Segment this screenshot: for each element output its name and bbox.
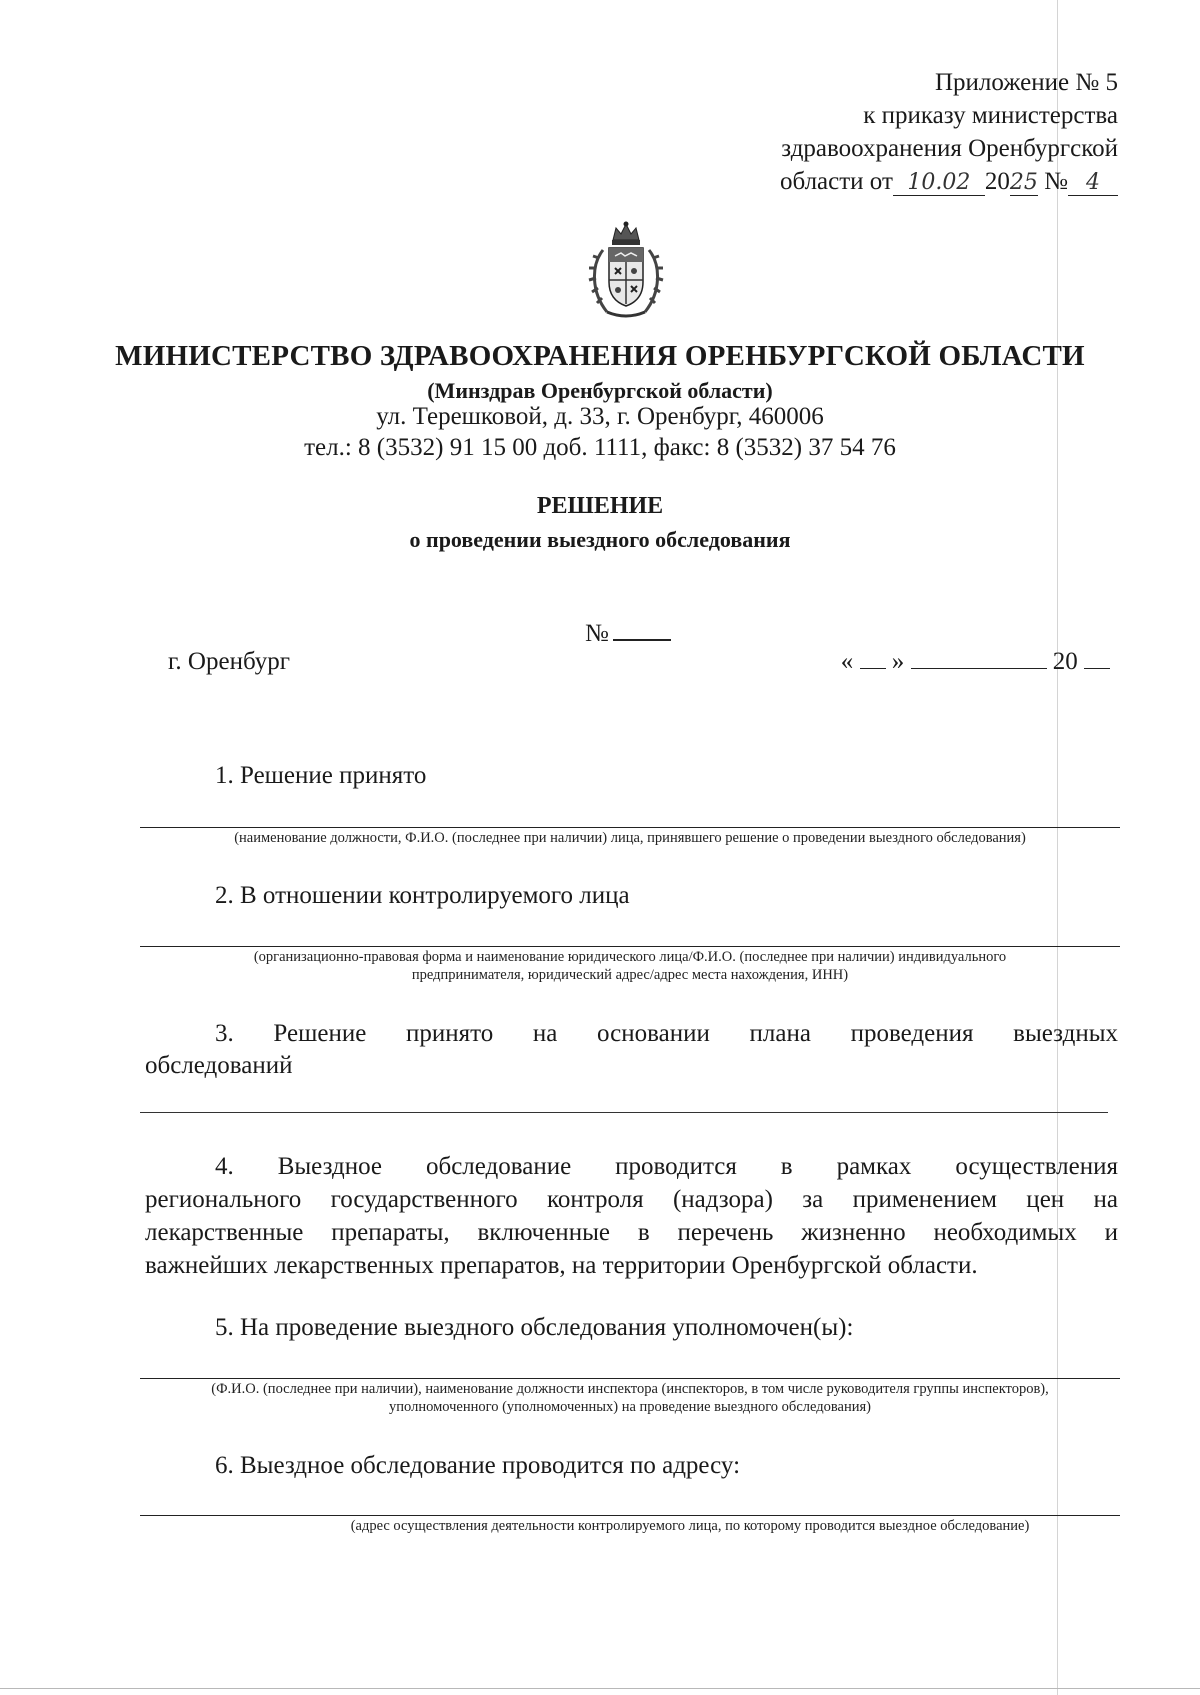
item-4-line: регионального государственного контроля (надзора) за применением цен на — [145, 1186, 1118, 1213]
appendix-line: к приказу министерства — [863, 102, 1118, 129]
item-5: 5. На проведение выездного обследования уполномочен(ы): — [215, 1314, 854, 1341]
appendix-line: Приложение № 5 — [934, 69, 1118, 96]
item-1-caption: (наименование должности, Ф.И.О. (последнее при наличии) лица, принявшего решение о проведении выездного обследования) — [234, 830, 1026, 846]
document-title: РЕШЕНИЕ — [536, 493, 664, 519]
handwritten-number: 4 — [1068, 171, 1118, 196]
item-2-caption-line: предпринимателя, юридический адрес/адрес места нахождения, ИНН) — [411, 967, 849, 983]
number-label: № — [585, 620, 609, 647]
handwritten-date: 10.02 — [893, 171, 985, 196]
item-4-line: 4. Выездное обследование проводится в рамках осуществления — [215, 1153, 1118, 1180]
appendix-number-label: № — [1044, 168, 1068, 195]
date-year-prefix: 20 — [1052, 648, 1078, 675]
item-2: 2. В отношении контролируемого лица — [215, 882, 630, 909]
item-6-fill-line — [140, 1515, 1120, 1516]
date-close-quote: » — [891, 648, 905, 675]
item-4-line: лекарственные препараты, включенные в перечень жизненно необходимых и — [145, 1219, 1118, 1246]
document-number — [585, 617, 671, 648]
document-subtitle: о проведении выездного обследования — [409, 527, 791, 552]
item-1: 1. Решение принято — [215, 762, 427, 789]
item-5-caption — [140, 1380, 1120, 1416]
item-2-caption-line: (организационно-правовая форма и наименование юридического лица/Ф.И.О. (последнее при наличии) индивидуального — [253, 949, 1007, 965]
ministry-address: ул. Терешковой, д. 33, г. Оренбург, 460006 — [376, 403, 824, 430]
scan-artifact-line — [0, 1688, 1200, 1689]
document-date — [841, 648, 1110, 676]
number-blank-field — [613, 617, 671, 641]
date-year-blank — [1084, 648, 1110, 669]
date-open-quote: « — [840, 648, 854, 675]
item-5-caption-line: (Ф.И.О. (последнее при наличии), наименование должности инспектора (инспекторов, в том числе руководителя группы инспекторов), — [211, 1381, 1049, 1397]
item-6: 6. Выездное обследование проводится по адресу: — [215, 1452, 741, 1479]
appendix-year-prefix: 20 — [984, 168, 1010, 195]
item-4 — [145, 1150, 1118, 1282]
ministry-name: МИНИСТЕРСТВО ЗДРАВООХРАНЕНИЯ ОРЕНБУРГСКОЙ ОБЛАСТИ — [115, 340, 1085, 372]
item-3-fill-line — [140, 1112, 1108, 1113]
item-5-fill-line — [140, 1378, 1120, 1379]
appendix-line: здравоохранения Оренбургской — [781, 135, 1118, 162]
item-3-line: обследований — [145, 1052, 293, 1079]
item-2-fill-line — [140, 946, 1120, 947]
ministry-phone: тел.: 8 (3532) 91 15 00 доб. 1111, факс: 8 (3532) 37 54 76 — [304, 434, 896, 461]
item-5-caption-line: уполномоченного (уполномоченных) на проведение выездного обследования) — [389, 1399, 871, 1415]
coat-of-arms-icon — [585, 220, 667, 322]
item-6-caption: (адрес осуществления деятельности контролируемого лица, по которому проводится выездное обследование) — [350, 1518, 1030, 1534]
ministry-short-name: (Минздрав Оренбургской области) — [427, 378, 773, 403]
appendix-date-line — [780, 165, 1118, 198]
scan-artifact-line — [1057, 0, 1058, 1695]
item-2-caption — [140, 948, 1120, 984]
item-3 — [145, 1018, 1118, 1082]
appendix-block — [780, 66, 1118, 198]
item-1-fill-line — [140, 827, 1120, 828]
item-4-line: важнейших лекарственных препаратов, на территории Оренбургской области. — [145, 1252, 978, 1279]
appendix-line-prefix: области от — [779, 168, 893, 195]
item-3-line: 3. Решение принято на основании плана проведения выездных — [215, 1020, 1118, 1047]
handwritten-year: 25 — [1009, 170, 1038, 195]
date-month-blank — [911, 648, 1047, 669]
date-day-blank — [860, 648, 886, 669]
document-city: г. Оренбург — [168, 648, 290, 675]
